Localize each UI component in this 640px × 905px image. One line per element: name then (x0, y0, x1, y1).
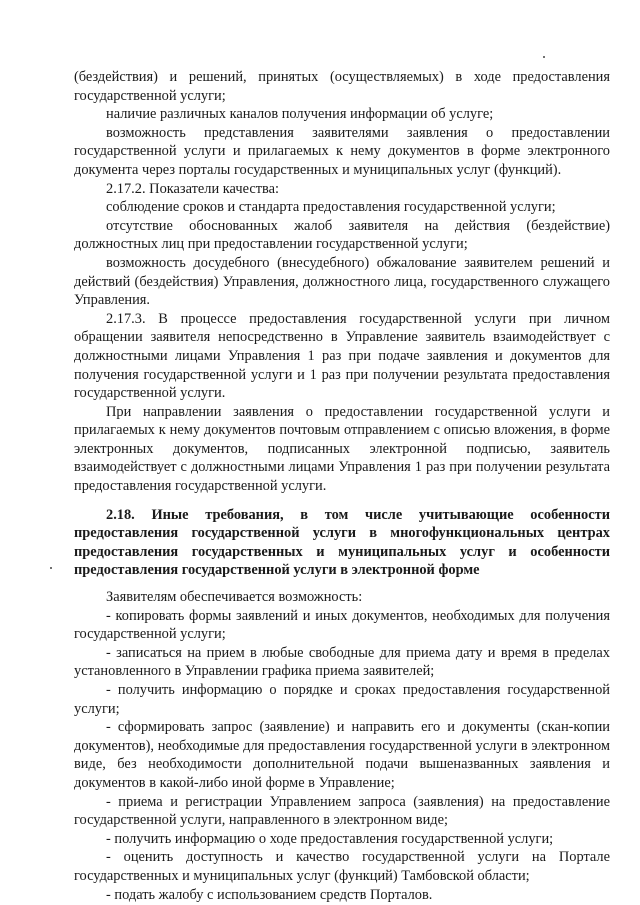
paragraph-2-17-3: 2.17.3. В процессе предоставления государственной услуги при личном обращении заявителя непосредственно в Управление заявитель взаимодействует с должностными лицами Управления 1 раз при подаче заявления и документов для получения государственной услуги и 1 раз при получении результата предоставления государственной услуги. (74, 310, 610, 402)
paragraph-11: Заявителям обеспечивается возможность: (106, 589, 363, 606)
list-item-registration: - приема и регистрации Управлением запроса (заявления) на предоставление государственной услуги, направленного в электронном виде; (74, 793, 610, 829)
list-item-info-order: - получить информацию о порядке и сроках предоставления государственной услуги; (74, 682, 610, 717)
list-item-evaluate: - оценить доступность и качество государственной услуги на Портале государственных и муниципальных услуг (функций) Тамбовской области; (74, 849, 610, 884)
paragraph-1: (бездействия) и решений, принятых (осуществляемых) в ходе предоставления государственной услуги; (74, 69, 610, 104)
list-item-form-request: - сформировать запрос (заявление) и направить его и документы (скан-копии документов), необходимые для предоставления государственной услуги в электронном виде, без необходимости дополнительной подачи вышеназванных заявления и документов в какой-либо иной форме в Управление; (74, 719, 610, 791)
paragraph-quality-heading: 2.17.2. Показатели качества: (106, 180, 280, 197)
paragraph-2: наличие различных каналов получения информации об услуге; (106, 106, 494, 123)
paragraph-9: При направлении заявления о предоставлении государственной услуги и прилагаемых к нему документов почтовым отправлением с описью вложения, в форме электронных документов, подписанных электронной подписью, заявитель взаимодействует с должностными лицами Управления 1 раз при получении результата предоставления государственной услуги. (74, 403, 610, 495)
scan-speck (543, 56, 545, 58)
list-item-copy-forms: - копировать формы заявлений и иных документов, необходимых для получения государственной услуги; (74, 607, 610, 643)
list-item-appointment: - записаться на прием в любые свободные для приема дату и время в пределах установленного в Управлении графика приема заявителей; (74, 644, 610, 680)
list-item-progress-info: - получить информацию о ходе предоставления государственной услуги; (106, 830, 554, 847)
section-2-18-heading: 2.18. Иные требования, в том числе учитывающие особенности предоставления государственной услуги в многофункциональных центрах предоставления государственных и муниципальных услуг и особенности предоставления государственной услуги в электронной форме (74, 506, 610, 579)
scan-speck (50, 567, 52, 569)
paragraph-3: возможность представления заявителями заявления о предоставлении государственной услуги и прилагаемых к нему документов в форме электронного документа через порталы государственных и муниципальных услуг (функций). (74, 124, 610, 178)
list-item-complaint: - подать жалобу с использованием средств Порталов. (106, 886, 433, 903)
paragraph-6: отсутствие обоснованных жалоб заявителя на действия (бездействие) должностных лиц при предоставлении государственной услуги; (74, 217, 610, 253)
paragraph-7: возможность досудебного (внесудебного) обжалование заявителем решений и действий (бездействия) Управления, должностного лица, государственного служащего Управления. (74, 254, 610, 309)
paragraph-5: соблюдение сроков и стандарта предоставления государственной услуги; (106, 199, 556, 216)
